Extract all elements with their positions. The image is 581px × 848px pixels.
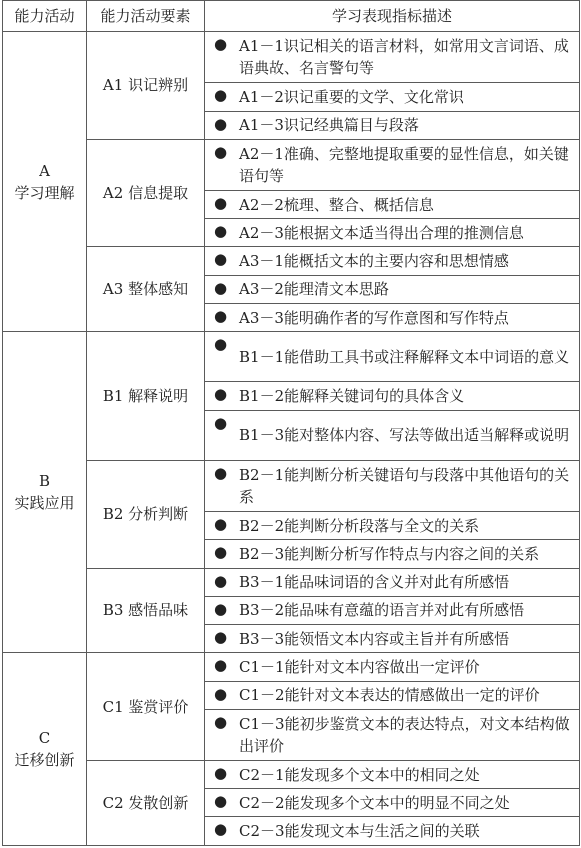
indicator-text: C2－3能发现文本与生活之间的关联 [239, 822, 480, 841]
indicator-text: A2－2梳理、整合、概括信息 [239, 195, 434, 214]
bullet-icon: ● [214, 306, 228, 325]
indicator-cell [205, 191, 580, 219]
header-indicator: 学习表现指标描述 [205, 1, 580, 32]
table-header-row [3, 1, 580, 32]
indicator-cell [205, 761, 580, 789]
indicator-cell [205, 332, 580, 382]
element-cell: C1 鉴赏评价 [87, 653, 205, 761]
indicator-text: B2－3能判断分析写作特点与内容之间的关系 [239, 544, 540, 563]
activity-code: C [38, 729, 51, 748]
indicator-cell [205, 653, 580, 681]
bullet-icon: ● [214, 792, 228, 811]
activity-name: 实践应用 [14, 494, 75, 513]
table-row [3, 139, 580, 190]
activity-name: 迁移创新 [14, 751, 75, 770]
bullet-icon: ● [214, 335, 228, 354]
activity-name: 学习理解 [14, 183, 75, 202]
indicator-text: A3－2能理清文本思路 [239, 280, 389, 299]
bullet-icon: ● [214, 599, 228, 618]
indicator-cell [205, 512, 580, 540]
activity-cell-c [3, 653, 87, 846]
table-row [3, 247, 580, 275]
indicator-text: B2－2能判断分析段落与全文的关系 [239, 516, 480, 535]
indicator-text: B3－1能品味词语的含义并对此有所感悟 [239, 573, 510, 592]
bullet-icon: ● [214, 413, 228, 432]
indicator-text: C1－2能针对文本表达的情感做出一定的评价 [239, 686, 540, 705]
element-cell: A3 整体感知 [87, 247, 205, 332]
indicator-cell [205, 247, 580, 275]
element-cell: B2 分析判断 [87, 460, 205, 568]
header-element: 能力活动要素 [87, 1, 205, 32]
indicator-text: A3－3能明确作者的写作意图和写作特点 [239, 308, 509, 327]
bullet-icon: ● [214, 684, 228, 703]
bullet-icon: ● [214, 712, 228, 731]
indicator-cell [205, 111, 580, 139]
bullet-icon: ● [214, 463, 228, 482]
bullet-icon: ● [214, 35, 228, 53]
table-row [3, 568, 580, 596]
bullet-icon: ● [214, 194, 228, 212]
indicator-text: A2－3能根据文本适当得出合理的推测信息 [239, 223, 524, 242]
indicator-cell [205, 219, 580, 247]
indicator-cell [205, 596, 580, 624]
indicator-cell [205, 410, 580, 460]
bullet-icon: ● [214, 543, 228, 562]
indicator-cell [205, 789, 580, 817]
bullet-icon: ● [214, 385, 228, 404]
indicator-cell [205, 709, 580, 760]
indicator-cell [205, 625, 580, 653]
bullet-icon: ● [214, 142, 228, 161]
element-cell: C2 发散创新 [87, 761, 205, 846]
indicator-cell [205, 817, 580, 846]
table-row [3, 332, 580, 382]
indicator-cell [205, 275, 580, 303]
element-cell: A1 识记辨别 [87, 32, 205, 140]
indicator-text: B3－2能品味有意蕴的语言并对此有所感悟 [239, 601, 525, 620]
indicator-text: B1－2能解释关键词句的具体含义 [239, 387, 465, 405]
indicator-text: A3－1能概括文本的主要内容和思想情感 [239, 252, 509, 271]
ability-indicator-table [2, 0, 580, 846]
element-cell: A2 信息提取 [87, 139, 205, 247]
activity-code: A [39, 161, 50, 180]
indicator-cell [205, 681, 580, 709]
indicator-cell [205, 303, 580, 331]
indicator-cell [205, 568, 580, 596]
indicator-text: A1－1识记相关的语言材料，如常用文言词语、成语典故、名言警句等 [239, 37, 569, 78]
activity-code: B [38, 472, 51, 491]
bullet-icon: ● [214, 820, 228, 839]
indicator-text: B3－3能领悟文本内容或主旨并有所感悟 [239, 629, 510, 648]
indicator-text: A1－2识记重要的文学、文化常识 [239, 87, 464, 106]
indicator-cell [205, 83, 580, 111]
table-row [3, 761, 580, 789]
bullet-icon: ● [214, 628, 228, 647]
header-activity: 能力活动 [3, 1, 87, 32]
bullet-icon: ● [214, 222, 228, 241]
indicator-text: B1－1能借助工具书或注释解释文本中词语的意义 [239, 347, 570, 366]
activity-cell-a [3, 32, 87, 332]
indicator-text: C1－1能针对文本内容做出一定评价 [239, 657, 480, 676]
bullet-icon: ● [214, 515, 228, 534]
bullet-icon: ● [214, 571, 228, 590]
table-row [3, 460, 580, 511]
indicator-text: A1－3识记经典篇目与段落 [239, 116, 419, 135]
indicator-text: C2－1能发现多个文本中的相同之处 [239, 765, 480, 784]
bullet-icon: ● [214, 114, 228, 133]
indicator-text: B2－1能判断分析关键语句与段落中其他语句的关系 [239, 465, 570, 506]
activity-cell-b [3, 332, 87, 653]
indicator-text: C2－2能发现多个文本中的明显不同之处 [239, 793, 510, 812]
indicator-text: B1－3能对整体内容、写法等做出适当解释或说明 [239, 426, 570, 445]
bullet-icon: ● [214, 656, 228, 675]
table-row [3, 32, 580, 83]
indicator-text: A2－1准确、完整地提取重要的显性信息，如关键语句等 [239, 144, 569, 185]
bullet-icon: ● [214, 250, 228, 269]
indicator-cell [205, 460, 580, 511]
bullet-icon: ● [214, 86, 228, 105]
table-row [3, 653, 580, 681]
indicator-text: C1－3能初步鉴赏文本的表达特点，对文本结构做出评价 [239, 714, 570, 755]
element-cell: B3 感悟品味 [87, 568, 205, 653]
indicator-cell [205, 139, 580, 190]
bullet-icon: ● [214, 764, 228, 783]
indicator-cell [205, 32, 580, 83]
element-cell: B1 解释说明 [87, 332, 205, 461]
indicator-cell [205, 540, 580, 568]
bullet-icon: ● [214, 278, 228, 297]
indicator-cell [205, 382, 580, 410]
